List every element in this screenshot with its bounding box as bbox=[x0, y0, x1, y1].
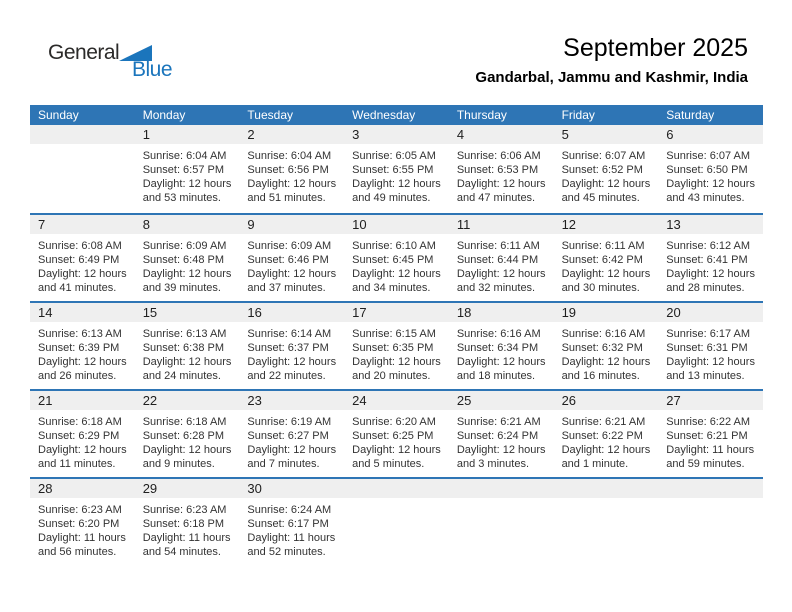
daylight-text-line1: Daylight: 12 hours bbox=[561, 356, 651, 368]
sunset-text: Sunset: 6:48 PM bbox=[142, 254, 225, 266]
sunset-text: Sunset: 6:25 PM bbox=[352, 430, 434, 442]
sunset-text: Sunset: 6:39 PM bbox=[38, 342, 120, 354]
day-cell-3 bbox=[344, 125, 449, 213]
day-number: 24 bbox=[344, 391, 449, 410]
daylight-text-line2: and 18 minutes. bbox=[456, 370, 536, 382]
sunrise-text: Sunrise: 6:17 AM bbox=[666, 328, 751, 340]
day-details bbox=[135, 322, 240, 383]
daylight-text-line1: Daylight: 12 hours bbox=[142, 356, 232, 368]
day-number: 15 bbox=[135, 303, 240, 322]
daylight-text-line1: Daylight: 12 hours bbox=[666, 178, 755, 190]
sunrise-text: Sunrise: 6:04 AM bbox=[247, 150, 332, 162]
daylight-text-line1: Daylight: 12 hours bbox=[247, 444, 337, 456]
sunrise-text: Sunrise: 6:16 AM bbox=[456, 328, 541, 340]
daylight-text-line2: and 3 minutes. bbox=[456, 458, 529, 470]
daylight-text-line1: Daylight: 12 hours bbox=[456, 268, 546, 280]
day-cell-22 bbox=[135, 391, 240, 477]
daylight-text-line2: and 41 minutes. bbox=[38, 282, 117, 294]
day-cell-19 bbox=[554, 303, 659, 389]
daylight-text-line1: Daylight: 11 hours bbox=[247, 532, 336, 544]
day-number: 5 bbox=[554, 125, 659, 144]
daylight-text-line2: and 22 minutes. bbox=[247, 370, 326, 382]
day-number: 13 bbox=[658, 215, 763, 234]
daylight-text-line1: Daylight: 12 hours bbox=[456, 444, 546, 456]
daylight-text-line2: and 9 minutes. bbox=[142, 458, 215, 470]
weekday-header-row bbox=[30, 105, 763, 125]
week-row-2 bbox=[30, 213, 763, 301]
day-number-empty bbox=[30, 125, 135, 144]
day-details bbox=[30, 498, 135, 559]
sunset-text: Sunset: 6:38 PM bbox=[142, 342, 225, 354]
daylight-text-line1: Daylight: 12 hours bbox=[666, 268, 755, 280]
sunset-text: Sunset: 6:56 PM bbox=[247, 164, 329, 176]
daylight-text-line1: Daylight: 12 hours bbox=[561, 178, 651, 190]
day-number: 17 bbox=[344, 303, 449, 322]
day-number: 18 bbox=[449, 303, 554, 322]
daylight-text-line2: and 11 minutes. bbox=[38, 458, 116, 470]
daylight-text-line2: and 59 minutes. bbox=[666, 458, 745, 470]
day-details bbox=[449, 144, 554, 205]
daylight-text-line2: and 28 minutes. bbox=[666, 282, 745, 294]
day-details bbox=[239, 410, 344, 471]
daylight-text-line1: Daylight: 12 hours bbox=[352, 268, 441, 280]
daylight-text-line1: Daylight: 12 hours bbox=[247, 268, 337, 280]
daylight-text-line2: and 1 minute. bbox=[561, 458, 629, 470]
day-details bbox=[30, 234, 135, 295]
sunset-text: Sunset: 6:28 PM bbox=[142, 430, 225, 442]
day-cell-26 bbox=[554, 391, 659, 477]
day-number: 19 bbox=[554, 303, 659, 322]
sunrise-text: Sunrise: 6:21 AM bbox=[456, 416, 541, 428]
sunrise-text: Sunrise: 6:08 AM bbox=[38, 240, 122, 252]
day-cell-30 bbox=[239, 479, 344, 565]
day-details bbox=[658, 234, 763, 295]
day-details bbox=[658, 322, 763, 383]
day-number: 22 bbox=[135, 391, 240, 410]
weekday-header-wednesday: Wednesday bbox=[352, 108, 416, 122]
sunrise-text: Sunrise: 6:07 AM bbox=[561, 150, 646, 162]
day-cell-24 bbox=[344, 391, 449, 477]
day-number: 6 bbox=[658, 125, 763, 144]
sunrise-text: Sunrise: 6:09 AM bbox=[247, 240, 332, 252]
sunrise-text: Sunrise: 6:04 AM bbox=[142, 150, 227, 162]
day-number: 30 bbox=[239, 479, 344, 498]
daylight-text-line1: Daylight: 12 hours bbox=[142, 268, 232, 280]
sunrise-text: Sunrise: 6:18 AM bbox=[38, 416, 122, 428]
calendar-weeks bbox=[30, 125, 763, 565]
sunrise-text: Sunrise: 6:20 AM bbox=[352, 416, 436, 428]
day-cell-15 bbox=[135, 303, 240, 389]
day-cell-20 bbox=[658, 303, 763, 389]
daylight-text-line2: and 26 minutes. bbox=[38, 370, 117, 382]
sunset-text: Sunset: 6:35 PM bbox=[352, 342, 434, 354]
sunrise-text: Sunrise: 6:22 AM bbox=[666, 416, 751, 428]
day-details bbox=[135, 498, 240, 559]
sunset-text: Sunset: 6:50 PM bbox=[666, 164, 748, 176]
daylight-text-line1: Daylight: 12 hours bbox=[352, 356, 441, 368]
daylight-text-line2: and 13 minutes. bbox=[666, 370, 745, 382]
day-number-empty bbox=[344, 479, 449, 498]
daylight-text-line2: and 53 minutes. bbox=[142, 192, 221, 204]
sunrise-text: Sunrise: 6:21 AM bbox=[561, 416, 646, 428]
sunset-text: Sunset: 6:24 PM bbox=[456, 430, 539, 442]
day-details bbox=[135, 144, 240, 205]
sunset-text: Sunset: 6:57 PM bbox=[142, 164, 225, 176]
weekday-header-sunday: Sunday bbox=[38, 108, 79, 122]
day-details bbox=[30, 322, 135, 383]
weekday-header-saturday: Saturday bbox=[666, 108, 715, 122]
sunrise-text: Sunrise: 6:13 AM bbox=[142, 328, 227, 340]
page-title: September 2025 bbox=[563, 34, 748, 62]
day-details bbox=[344, 144, 449, 205]
daylight-text-line1: Daylight: 12 hours bbox=[456, 178, 546, 190]
sunset-text: Sunset: 6:21 PM bbox=[666, 430, 748, 442]
sunset-text: Sunset: 6:32 PM bbox=[561, 342, 643, 354]
sunset-text: Sunset: 6:27 PM bbox=[247, 430, 329, 442]
day-details bbox=[658, 410, 763, 471]
sunset-text: Sunset: 6:29 PM bbox=[38, 430, 120, 442]
daylight-text-line1: Daylight: 12 hours bbox=[561, 444, 651, 456]
sunset-text: Sunset: 6:44 PM bbox=[456, 254, 539, 266]
sunrise-text: Sunrise: 6:09 AM bbox=[142, 240, 227, 252]
week-row-1 bbox=[30, 125, 763, 213]
day-details bbox=[344, 234, 449, 295]
daylight-text-line2: and 49 minutes. bbox=[352, 192, 431, 204]
sunset-text: Sunset: 6:53 PM bbox=[456, 164, 539, 176]
day-number-empty bbox=[554, 479, 659, 498]
day-number: 16 bbox=[239, 303, 344, 322]
day-details bbox=[449, 322, 554, 383]
day-cell-28 bbox=[30, 479, 135, 565]
daylight-text-line1: Daylight: 12 hours bbox=[456, 356, 546, 368]
sunrise-text: Sunrise: 6:14 AM bbox=[247, 328, 332, 340]
sunset-text: Sunset: 6:42 PM bbox=[561, 254, 643, 266]
day-details bbox=[554, 322, 659, 383]
daylight-text-line1: Daylight: 12 hours bbox=[561, 268, 651, 280]
day-details bbox=[344, 322, 449, 383]
day-details bbox=[658, 144, 763, 205]
day-number: 2 bbox=[239, 125, 344, 144]
title-block bbox=[475, 34, 748, 86]
day-cell-18 bbox=[449, 303, 554, 389]
day-number: 26 bbox=[554, 391, 659, 410]
sunset-text: Sunset: 6:55 PM bbox=[352, 164, 434, 176]
daylight-text-line2: and 37 minutes. bbox=[247, 282, 326, 294]
day-cell-23 bbox=[239, 391, 344, 477]
sunrise-text: Sunrise: 6:16 AM bbox=[561, 328, 646, 340]
daylight-text-line2: and 20 minutes. bbox=[352, 370, 431, 382]
calendar-table bbox=[30, 105, 763, 565]
sunset-text: Sunset: 6:41 PM bbox=[666, 254, 748, 266]
daylight-text-line1: Daylight: 12 hours bbox=[142, 444, 232, 456]
sunset-text: Sunset: 6:22 PM bbox=[561, 430, 643, 442]
sunset-text: Sunset: 6:37 PM bbox=[247, 342, 329, 354]
day-cell-13 bbox=[658, 215, 763, 301]
day-number: 20 bbox=[658, 303, 763, 322]
empty-day-cell bbox=[554, 479, 659, 565]
day-number: 28 bbox=[30, 479, 135, 498]
day-cell-27 bbox=[658, 391, 763, 477]
day-number: 3 bbox=[344, 125, 449, 144]
page-header bbox=[0, 0, 792, 105]
daylight-text-line1: Daylight: 12 hours bbox=[38, 268, 127, 280]
day-number: 10 bbox=[344, 215, 449, 234]
week-row-4 bbox=[30, 389, 763, 477]
empty-day-cell bbox=[30, 125, 135, 213]
daylight-text-line2: and 5 minutes. bbox=[352, 458, 425, 470]
weekday-header-thursday: Thursday bbox=[456, 108, 507, 122]
day-cell-6 bbox=[658, 125, 763, 213]
daylight-text-line2: and 34 minutes. bbox=[352, 282, 431, 294]
day-details bbox=[135, 234, 240, 295]
sunset-text: Sunset: 6:45 PM bbox=[352, 254, 434, 266]
sunset-text: Sunset: 6:18 PM bbox=[142, 518, 225, 530]
day-cell-4 bbox=[449, 125, 554, 213]
logo-text-blue: Blue bbox=[131, 58, 172, 81]
daylight-text-line2: and 32 minutes. bbox=[456, 282, 536, 294]
sunrise-text: Sunrise: 6:23 AM bbox=[38, 504, 122, 516]
day-cell-8 bbox=[135, 215, 240, 301]
daylight-text-line2: and 47 minutes. bbox=[456, 192, 536, 204]
weekday-header-monday: Monday bbox=[142, 108, 186, 122]
day-number: 4 bbox=[449, 125, 554, 144]
daylight-text-line2: and 45 minutes. bbox=[561, 192, 640, 204]
day-cell-7 bbox=[30, 215, 135, 301]
day-number: 25 bbox=[449, 391, 554, 410]
day-cell-17 bbox=[344, 303, 449, 389]
day-number: 21 bbox=[30, 391, 135, 410]
daylight-text-line2: and 56 minutes. bbox=[38, 546, 117, 558]
sunrise-text: Sunrise: 6:11 AM bbox=[561, 240, 645, 252]
logo-text-general: General bbox=[48, 41, 120, 64]
daylight-text-line2: and 52 minutes. bbox=[247, 546, 326, 558]
daylight-text-line1: Daylight: 11 hours bbox=[666, 444, 755, 456]
day-number: 8 bbox=[135, 215, 240, 234]
day-details bbox=[239, 498, 344, 559]
weekday-header-tuesday: Tuesday bbox=[247, 108, 294, 122]
day-details bbox=[135, 410, 240, 471]
day-number: 7 bbox=[30, 215, 135, 234]
sunrise-text: Sunrise: 6:12 AM bbox=[666, 240, 751, 252]
general-blue-logo bbox=[48, 42, 172, 80]
daylight-text-line1: Daylight: 11 hours bbox=[142, 532, 231, 544]
daylight-text-line2: and 24 minutes. bbox=[142, 370, 221, 382]
sunrise-text: Sunrise: 6:07 AM bbox=[666, 150, 751, 162]
empty-day-cell bbox=[344, 479, 449, 565]
sunset-text: Sunset: 6:17 PM bbox=[247, 518, 329, 530]
sunset-text: Sunset: 6:49 PM bbox=[38, 254, 120, 266]
daylight-text-line2: and 39 minutes. bbox=[142, 282, 221, 294]
day-details bbox=[239, 234, 344, 295]
day-cell-2 bbox=[239, 125, 344, 213]
daylight-text-line1: Daylight: 12 hours bbox=[38, 444, 127, 456]
daylight-text-line2: and 43 minutes. bbox=[666, 192, 745, 204]
day-number: 14 bbox=[30, 303, 135, 322]
sunrise-text: Sunrise: 6:10 AM bbox=[352, 240, 436, 252]
day-details bbox=[344, 410, 449, 471]
day-cell-5 bbox=[554, 125, 659, 213]
day-cell-9 bbox=[239, 215, 344, 301]
sunset-text: Sunset: 6:31 PM bbox=[666, 342, 748, 354]
daylight-text-line1: Daylight: 12 hours bbox=[38, 356, 127, 368]
day-cell-29 bbox=[135, 479, 240, 565]
sunset-text: Sunset: 6:52 PM bbox=[561, 164, 643, 176]
sunrise-text: Sunrise: 6:15 AM bbox=[352, 328, 436, 340]
sunrise-text: Sunrise: 6:19 AM bbox=[247, 416, 332, 428]
empty-day-cell bbox=[658, 479, 763, 565]
sunset-text: Sunset: 6:46 PM bbox=[247, 254, 329, 266]
day-cell-16 bbox=[239, 303, 344, 389]
daylight-text-line1: Daylight: 12 hours bbox=[352, 178, 441, 190]
day-details bbox=[554, 234, 659, 295]
day-cell-12 bbox=[554, 215, 659, 301]
week-row-5 bbox=[30, 477, 763, 565]
sunrise-text: Sunrise: 6:13 AM bbox=[38, 328, 122, 340]
week-row-3 bbox=[30, 301, 763, 389]
day-number-empty bbox=[658, 479, 763, 498]
daylight-text-line2: and 51 minutes. bbox=[247, 192, 326, 204]
day-number-empty bbox=[449, 479, 554, 498]
daylight-text-line1: Daylight: 12 hours bbox=[352, 444, 441, 456]
day-details bbox=[554, 144, 659, 205]
day-number: 27 bbox=[658, 391, 763, 410]
sunrise-text: Sunrise: 6:11 AM bbox=[456, 240, 540, 252]
sunrise-text: Sunrise: 6:05 AM bbox=[352, 150, 436, 162]
day-details bbox=[30, 410, 135, 471]
day-details bbox=[449, 410, 554, 471]
daylight-text-line1: Daylight: 12 hours bbox=[247, 356, 337, 368]
sunrise-text: Sunrise: 6:18 AM bbox=[142, 416, 227, 428]
day-number: 9 bbox=[239, 215, 344, 234]
daylight-text-line2: and 54 minutes. bbox=[142, 546, 221, 558]
sunrise-text: Sunrise: 6:06 AM bbox=[456, 150, 541, 162]
day-cell-11 bbox=[449, 215, 554, 301]
weekday-header-friday: Friday bbox=[561, 108, 595, 122]
day-cell-25 bbox=[449, 391, 554, 477]
day-details bbox=[449, 234, 554, 295]
day-cell-21 bbox=[30, 391, 135, 477]
daylight-text-line2: and 16 minutes. bbox=[561, 370, 640, 382]
day-details bbox=[239, 322, 344, 383]
daylight-text-line2: and 7 minutes. bbox=[247, 458, 320, 470]
daylight-text-line1: Daylight: 11 hours bbox=[38, 532, 126, 544]
page-subtitle: Gandarbal, Jammu and Kashmir, India bbox=[475, 69, 748, 86]
daylight-text-line2: and 30 minutes. bbox=[561, 282, 640, 294]
empty-day-cell bbox=[449, 479, 554, 565]
day-details bbox=[239, 144, 344, 205]
daylight-text-line1: Daylight: 12 hours bbox=[142, 178, 232, 190]
sunset-text: Sunset: 6:34 PM bbox=[456, 342, 539, 354]
sunset-text: Sunset: 6:20 PM bbox=[38, 518, 120, 530]
day-cell-1 bbox=[135, 125, 240, 213]
day-number: 29 bbox=[135, 479, 240, 498]
day-number: 23 bbox=[239, 391, 344, 410]
day-number: 11 bbox=[449, 215, 554, 234]
daylight-text-line1: Daylight: 12 hours bbox=[666, 356, 755, 368]
day-cell-10 bbox=[344, 215, 449, 301]
day-number: 12 bbox=[554, 215, 659, 234]
sunrise-text: Sunrise: 6:23 AM bbox=[142, 504, 227, 516]
day-details bbox=[554, 410, 659, 471]
daylight-text-line1: Daylight: 12 hours bbox=[247, 178, 337, 190]
day-number: 1 bbox=[135, 125, 240, 144]
sunrise-text: Sunrise: 6:24 AM bbox=[247, 504, 332, 516]
day-cell-14 bbox=[30, 303, 135, 389]
